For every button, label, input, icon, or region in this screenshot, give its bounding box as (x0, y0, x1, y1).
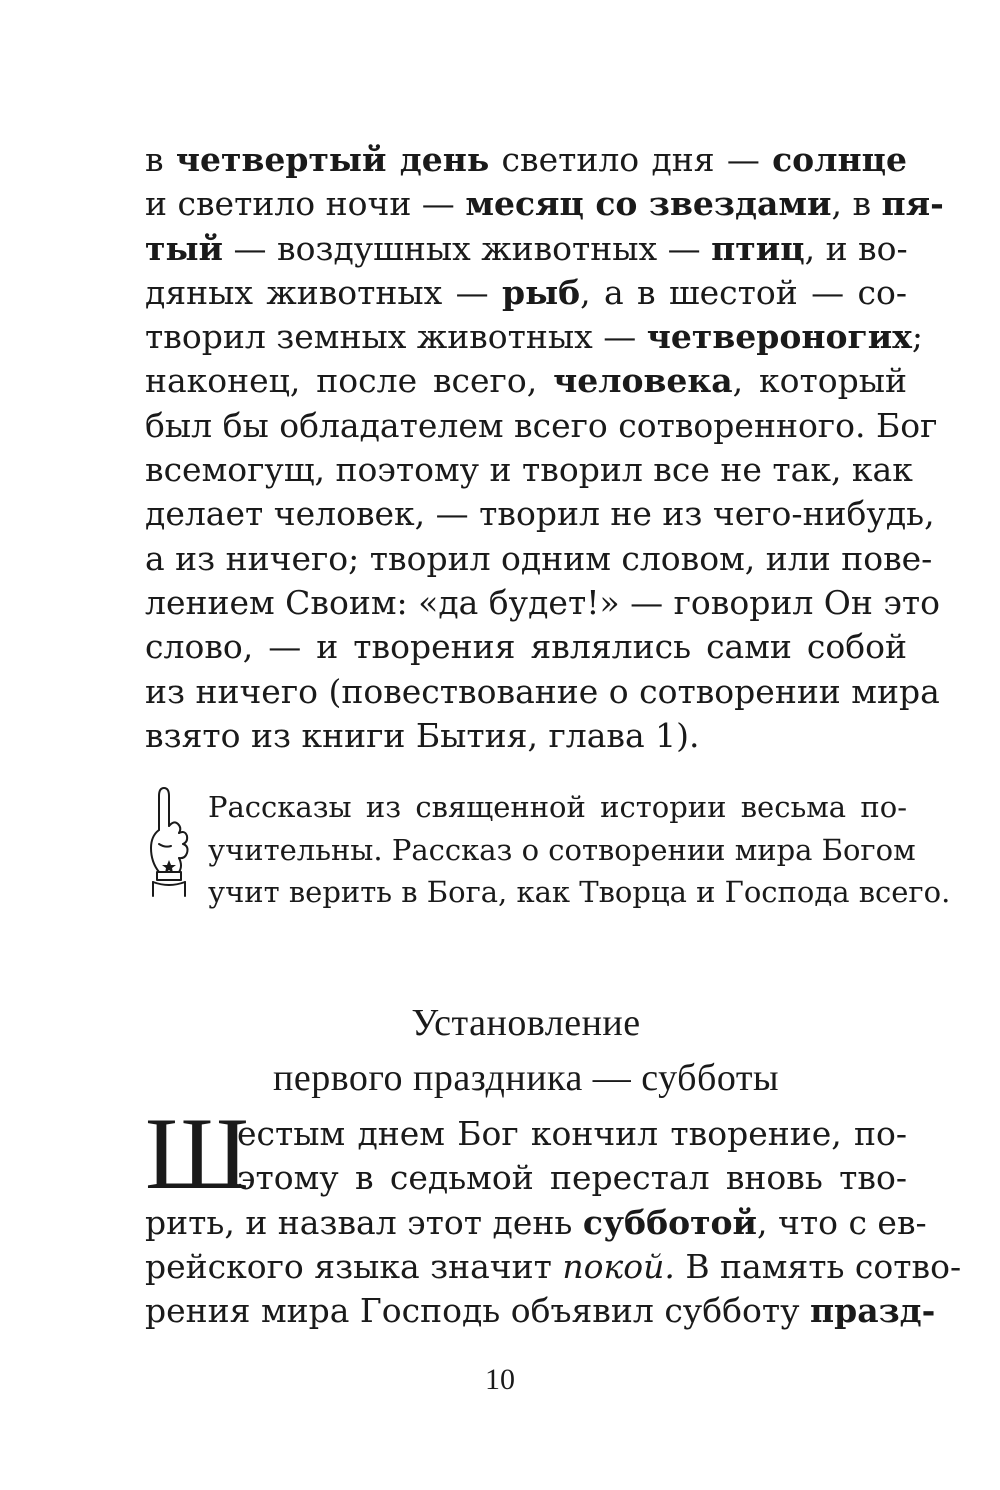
bold-text: пя- (881, 184, 944, 224)
note-line: учит верить в Бога, как Творца и Господа всего. (208, 875, 951, 909)
paragraph-sabbath (145, 1097, 962, 1333)
text-run: и светило ночи — (145, 184, 466, 224)
paragraph1-line (145, 670, 940, 714)
section-title-line-1: Установление (411, 1002, 641, 1044)
text-run: рейского языка значит (145, 1246, 563, 1286)
text-run: из ничего (повествование о сотворении мира (145, 671, 940, 711)
text-run: дяных животных — (145, 272, 502, 312)
text-run: — воздушных животных — (223, 228, 712, 268)
text-run: рить, и назвал этот день (145, 1202, 583, 1242)
section-title-line-2: первого праздника — субботы (273, 1057, 779, 1099)
text-run: всемогущ, поэтому и творил все не так, как (145, 450, 913, 490)
paragraph1-line (145, 359, 907, 403)
paragraph1-line (145, 625, 907, 669)
text-run: , а в шестой — со- (580, 272, 907, 312)
bold-text: солнце (772, 140, 907, 179)
bold-text: месяц со звездами (465, 184, 832, 224)
text-run: слово, — и творения являлись сами собой (145, 627, 907, 667)
pointing-hand-icon (145, 786, 191, 904)
section-heading (145, 996, 907, 1106)
paragraph1-line (145, 182, 944, 226)
text-run: светило дня — (489, 140, 773, 179)
text-run: был бы обладателем всего сотворенного. Бог (145, 405, 938, 445)
paragraph2-line (237, 1156, 907, 1200)
text-run: рения мира Господь объявил субботу (145, 1291, 810, 1331)
paragraph1-line (145, 448, 913, 492)
paragraph-creation-days (145, 138, 944, 758)
paragraph2-line (145, 1201, 927, 1245)
note-line: Рассказы из священной истории весьма по- (208, 790, 907, 824)
paragraph1-line (145, 271, 907, 315)
paragraph2-line (145, 1289, 936, 1333)
paragraph1-line (145, 315, 924, 359)
text-run: В память сотво- (674, 1246, 962, 1286)
text-run: , и во- (804, 228, 908, 268)
note-text (208, 786, 951, 914)
text-run: , который (732, 361, 907, 401)
text-run: в (145, 140, 176, 179)
bold-text: птиц (711, 228, 805, 268)
moral-note (145, 786, 951, 916)
text-run: лением Своим: «да будет!» — говорил Он это (145, 582, 940, 622)
text-run: естым днем Бог кончил творение, по- (237, 1114, 907, 1153)
text-run: взято из книги Бытия, глава 1). (145, 715, 700, 755)
bold-text: тый (145, 228, 224, 268)
bold-text: четвертый день (175, 140, 490, 179)
paragraph1-line (145, 492, 935, 536)
bold-text: человека (553, 361, 733, 401)
text-run: творил земных животных — (145, 317, 647, 357)
paragraph1-line (145, 537, 933, 581)
note-line: учительны. Рассказ о сотворении мира Богом (208, 832, 916, 867)
paragraph2-line (237, 1112, 907, 1156)
paragraph1-line (145, 227, 907, 271)
text-run: , в (831, 184, 882, 224)
bold-text: четвероногих (646, 317, 912, 357)
text-run: а из ничего; творил одним словом, или пове- (145, 538, 933, 578)
paragraph1-line (145, 138, 907, 182)
bold-text: рыб (502, 272, 581, 312)
text-run: делает человек, — творил не из чего-нибудь, (145, 494, 935, 534)
paragraph1-line (145, 581, 940, 625)
paragraph2-line (145, 1245, 962, 1289)
paragraph1-line (145, 404, 938, 448)
italic-text: покой. (562, 1246, 675, 1286)
text-run: наконец, после всего, (145, 361, 554, 401)
paragraph1-line (145, 714, 907, 758)
text-run: ; (911, 317, 924, 357)
text-run: этому в седьмой перестал вновь тво- (237, 1158, 907, 1198)
page-number: 10 (485, 1363, 515, 1396)
text-run: , что с ев- (757, 1202, 927, 1242)
drop-cap: Ш (145, 1097, 249, 1211)
bold-text: субботой (582, 1202, 758, 1242)
bold-text: празд- (809, 1291, 936, 1331)
